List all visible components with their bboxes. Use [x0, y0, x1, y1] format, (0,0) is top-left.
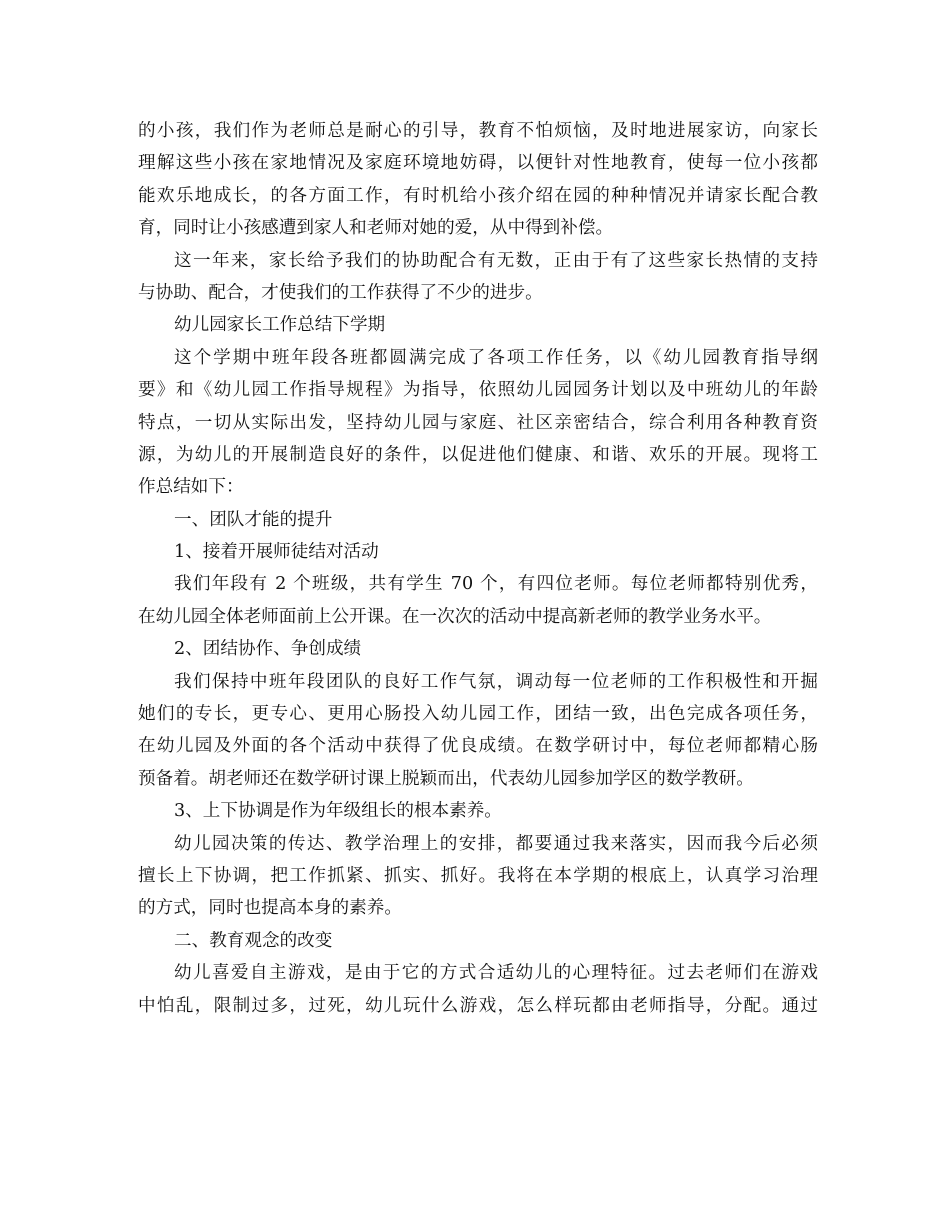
text-line: 在幼儿园全体老师面前上公开课。在一次次的活动中提高新老师的教学业务水平。 [138, 606, 772, 627]
text-line: 能欢乐地成长，的各方面工作，有时机给小孩介绍在园的种种情况并请家长配合教 [138, 185, 818, 206]
text-line: 在幼儿园及外面的各个活动中获得了优良成绩。在数学研讨中，每位老师都精心肠 [138, 736, 818, 757]
text-line: 她们的专长，更专心、更用心肠投入幼儿园工作，团结一致，出色完成各项任务， [138, 704, 818, 725]
text-line: 这一年来，家长给予我们的协助配合有无数，正由于有了这些家长热情的支持 [174, 250, 818, 271]
text-line: 3、上下协调是作为年级组长的根本素养。 [174, 801, 502, 822]
text-line: 要》和《幼儿园工作指导规程》为指导，依照幼儿园园务计划以及中班幼儿的年龄 [138, 380, 818, 401]
text-line: 这个学期中班年段各班都圆满完成了各项工作任务，以《幼儿园教育指导纲 [174, 347, 818, 368]
text-line: 擅长上下协调，把工作抓紧、抓实、抓好。我将在本学期的根底上，认真学习治理 [138, 865, 818, 886]
text-line: 的小孩，我们作为老师总是耐心的引导，教育不怕烦恼，及时地进展家访，向家长 [138, 121, 818, 141]
text-line: 育，同时让小孩感遭到家人和老师对她的爱，从中得到补偿。 [138, 218, 614, 239]
text-line: 我们保持中班年段团队的良好工作气氛，调动每一位老师的工作积极性和开掘 [174, 671, 818, 692]
text-line: 我们年段有 2 个班级，共有学生 70 个，有四位老师。每位老师都特别优秀， [174, 574, 818, 595]
text-line: 作总结如下： [138, 477, 244, 498]
text-line: 二、教育观念的改变 [174, 930, 333, 951]
text-line: 1、接着开展师徒结对活动 [174, 542, 379, 563]
text-line: 中怕乱，限制过多，过死，幼儿玩什么游戏，怎么样玩都由老师指导，分配。通过 [138, 995, 818, 1016]
text-line: 理解这些小孩在家地情况及家庭环境地妨碍，以便针对性地教育，使每一位小孩都 [138, 153, 818, 174]
text-line: 2、团结协作、争创成绩 [174, 639, 362, 660]
text-line: 源，为幼儿的开展制造良好的条件，以促进他们健康、和谐、欢乐的开展。现将工 [138, 444, 818, 465]
document-body [138, 115, 818, 1022]
text-line: 幼儿喜爱自主游戏，是由于它的方式合适幼儿的心理特征。过去老师们在游戏 [174, 963, 818, 984]
text-line: 特点，一切从实际出发，坚持幼儿园与家庭、社区亲密结合，综合利用各种教育资 [138, 412, 818, 433]
text-line: 幼儿园家长工作总结下学期 [174, 315, 386, 336]
text-line: 预备着。胡老师还在数学研讨课上脱颖而出，代表幼儿园参加学区的数学教研。 [138, 768, 754, 789]
text-line: 幼儿园决策的传达、教学治理上的安排，都要通过我来落实，因而我今后必须 [174, 833, 818, 854]
text-line: 与协助、配合，才使我们的工作获得了不少的进步。 [138, 282, 543, 303]
text-line: 的方式，同时也提高本身的素养。 [138, 898, 402, 919]
text-line: 一、团队才能的提升 [174, 509, 333, 530]
